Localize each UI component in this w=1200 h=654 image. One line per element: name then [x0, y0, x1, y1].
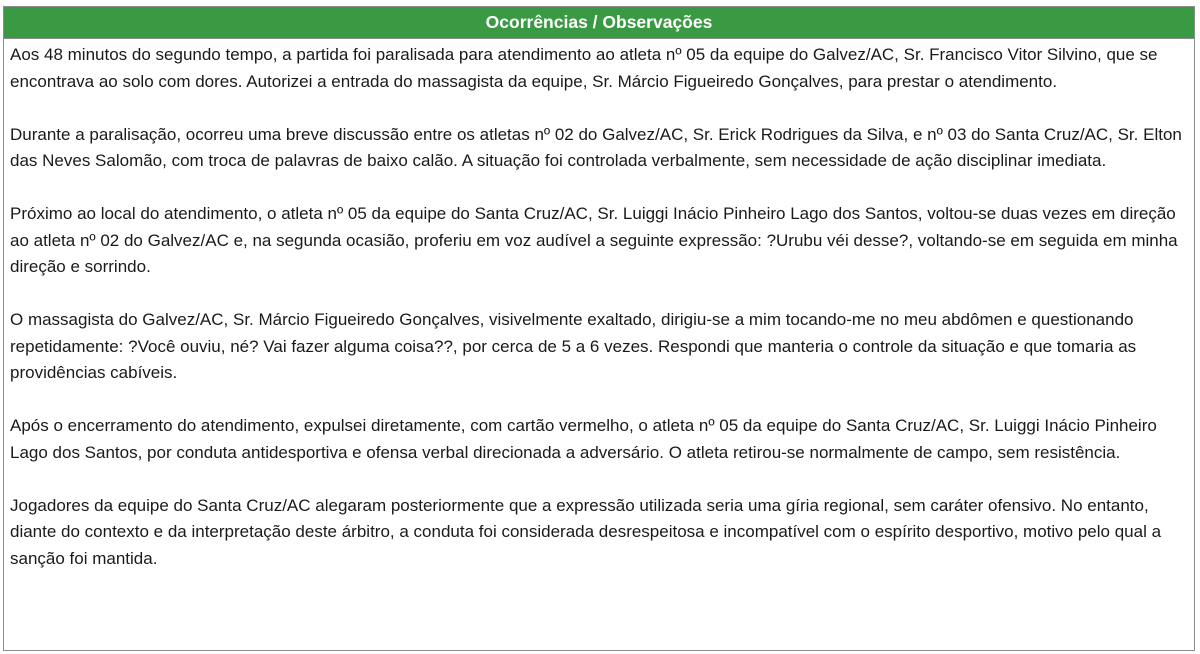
paragraph-player-injury: Aos 48 minutos do segundo tempo, a partida foi paralisada para atendimento ao atleta nº 05 da equipe do Galvez/AC, Sr. Francisco Vitor Silvino, que se encontrava ao solo com dores. Autorizei a entrada do massagista da equipe, Sr. Márcio Figueiredo Gonçalves, para prestar o atendimento. — [10, 45, 1158, 91]
occurrences-table — [3, 6, 1195, 651]
paragraph-red-card: Após o encerramento do atendimento, expulsei diretamente, com cartão vermelho, o atleta nº 05 da equipe do Santa Cruz/AC, Sr. Luiggi Inácio Pinheiro Lago dos Santos, por conduta antidesportiva e ofensa verbal direcionada a adversário. O atleta retirou-se normalmente de campo, sem resistência. — [10, 416, 1157, 462]
occurrences-body — [4, 39, 1194, 650]
section-title: Ocorrências / Observações — [4, 7, 1194, 39]
paragraph-masseur-confrontation: O massagista do Galvez/AC, Sr. Márcio Figueiredo Gonçalves, visivelmente exaltado, dirigiu-se a mim tocando-me no meu abdômen e questionando repetidamente: ?Você ouviu, né? Vai fazer alguma coisa??, por cerca de 5 a 6 vezes. Respondi que manteria o controle da situação e que tomaria as providências cabíveis. — [10, 310, 1137, 382]
paragraph-offensive-expression: Próximo ao local do atendimento, o atleta nº 05 da equipe do Santa Cruz/AC, Sr. Luiggi Inácio Pinheiro Lago dos Santos, voltou-se duas vezes em direção ao atleta nº 02 do Galvez/AC e, na segunda ocasião, proferiu em voz audível a seguinte expressão: ?Urubu véi desse?, voltando-se em seguida em minha direção e sorrindo. — [10, 204, 1178, 276]
paragraph-sanction-maintained: Jogadores da equipe do Santa Cruz/AC alegaram posteriormente que a expressão utilizada seria uma gíria regional, sem caráter ofensivo. No entanto, diante do contexto e da interpretação deste árbitro, a conduta foi considerada desrespeitosa e incompatível com o espírito desportivo, motivo pelo qual a sanção foi mantida. — [10, 495, 1162, 568]
paragraph-player-argument: Durante a paralisação, ocorreu uma breve discussão entre os atletas nº 02 do Galvez/AC, Sr. Erick Rodrigues da Silva, e nº 03 do Santa Cruz/AC, Sr. Elton das Neves Salomão, com troca de palavras de baixo calão. A situação foi controlada verbalmente, sem necessidade de ação disciplinar imediata. — [10, 124, 1182, 170]
